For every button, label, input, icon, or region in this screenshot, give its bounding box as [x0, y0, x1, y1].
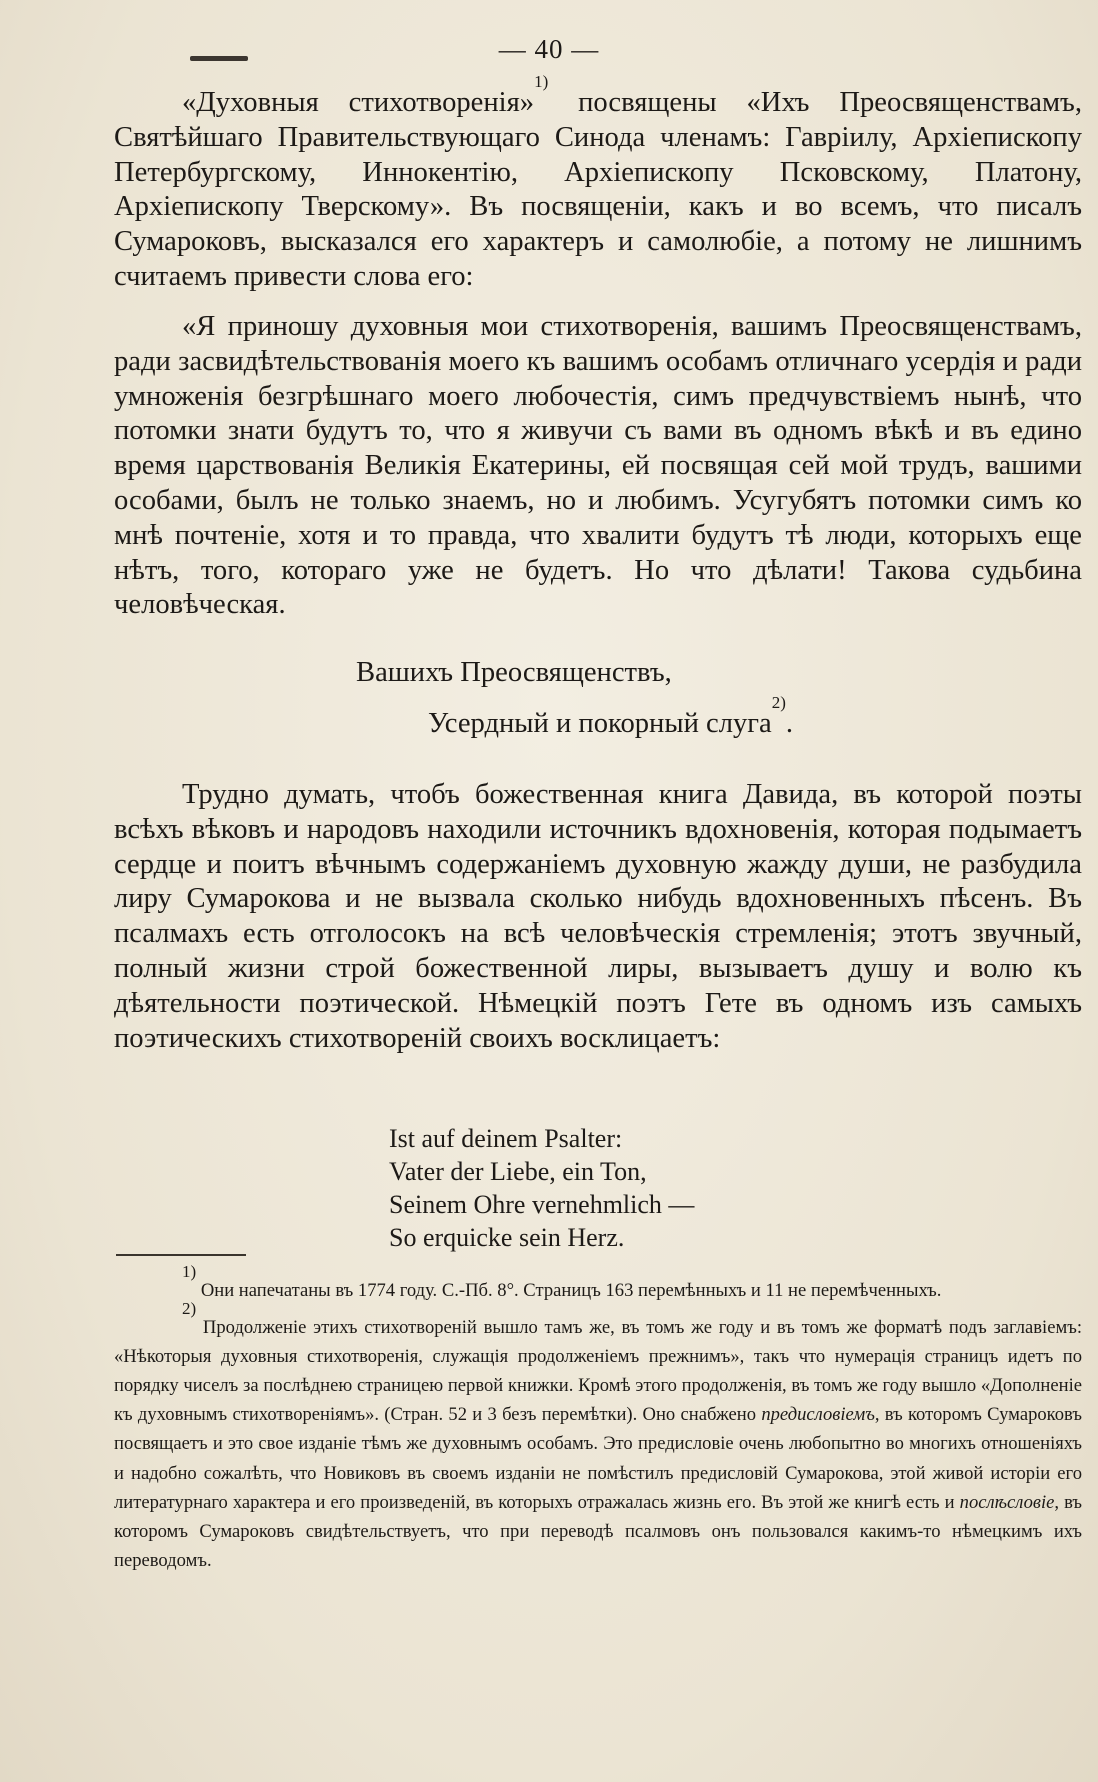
closing-salutation: Вашихъ Преосвященствъ, — [356, 657, 672, 688]
paragraph-dedication-intro — [114, 72, 1082, 295]
footnotes — [114, 1262, 1083, 1575]
paragraph-dedication-quote — [114, 310, 1082, 623]
footnote-2-italic-preface: предисловiемъ — [761, 1404, 875, 1426]
paragraph-2: «Я приношу духовныя мои стихотворенія, вашимъ Преосвященствамъ, ради засвидѣтельствованія моего къ вашимъ особамъ отличнаго усердія и ради умноженія безгрѣшнаго моего любочестія, симъ предчувствiемъ нынѣ, что потомки знати будутъ то, что я живучи съ вами въ одномъ вѣкѣ и въ едино время царствованія Великія Екатерины, ей посвящая сей мой трудъ, вашими особами, былъ не только знаемъ, но и любимъ. Усугубятъ потомки симъ ко мнѣ почтеніе, хотя и то правда, что хвалити будутъ тѣ люди, которыхъ еще нѣтъ, того, котораго уже не будетъ. Но что дѣлати! Такова судьбина человѣческая. — [114, 311, 1082, 621]
footnote-2-text-c: , въ которомъ Сумароковъ свидѣтельствуетъ, что при переводѣ псалмовъ онъ пользовался какимъ-то нѣмецкимъ ихъ переводомъ. — [114, 1491, 1083, 1571]
footnote-1 — [114, 1262, 1082, 1305]
poem-line: Vater der Liebe, ein Ton, — [389, 1157, 647, 1186]
poem-line: So erquicke sein Herz. — [389, 1223, 625, 1252]
footnote-2-mark: 2) — [182, 1299, 197, 1319]
footnote-1-text: Они напечатаны въ 1774 году. С.-Пб. 8°. Страницъ 163 перемѣнныхъ и 11 не перемѣченныхъ. — [196, 1280, 942, 1301]
signature-text: Усердный и покорный слуга — [428, 708, 772, 739]
footnote-1-mark: 1) — [182, 1262, 197, 1281]
paragraph-psalms — [114, 778, 1082, 1056]
footnote-2-text-b: , въ которомъ Сумароковъ посвящаетъ и это свое изданіе тѣмъ же духовнымъ особамъ. Это предисловіе очень любопытно во многихъ отношеніяхъ и надобно сожалѣть, что Новиковъ въ своемъ изданіи не помѣстилъ предисловій Сумарокова, этой живой исторіи его литературнаго характера и его произведеній, въ которыхъ отражалась жизнь его. Въ этой же книгѣ есть и — [114, 1404, 1082, 1513]
poem-line: Ist auf deinem Psalter: — [389, 1124, 623, 1153]
paragraph-1-text: посвящены «Ихъ Преосвященствамъ, Святѣйшаго Правительствующаго Синода членамъ: Гаврiилу, Архiепископу Петербургскому, Иннокентiю, Архiепископу Псковскому, Платону, Архiепископу Тверскому». Въ посвященiи, какъ и во всемъ, что писалъ Сумароковъ, высказался его характеръ и самолюбiе, а потому не лишнимъ считаемъ привести слова его: — [114, 87, 1082, 292]
poem-line: Seinem Ohre vernehmlich — — [389, 1190, 695, 1219]
goethe-poem-quote — [389, 1122, 694, 1254]
footnote-ref-2[interactable]: 2) — [771, 693, 786, 712]
paragraph-1 — [114, 72, 1082, 295]
footnote-2-italic-afterword: послѣсловiе — [959, 1491, 1055, 1513]
signature-end: . — [785, 708, 794, 739]
footnote-divider — [116, 1254, 246, 1256]
paragraph-3: Трудно думать, чтобъ божественная книга Давида, въ которой поэты всѣхъ вѣковъ и народовъ находили источникъ вдохновенія, которая подымаетъ сердце и поитъ вѣчнымъ содержанiемъ духовную жажду души, не разбудила лиру Сумарокова и не вызвала сколько нибудь вдохновенныхъ пѣсенъ. Въ псалмахъ есть отголосокъ на всѣ человѣческія стремленія; этотъ звучный, полный жизни строй божественной лиры, вызываетъ душу и волю къ дѣятельности поэтической. Нѣмецкій поэтъ Гете въ одномъ изъ самыхъ поэтическихъ стихотвореній своихъ восклицаетъ: — [114, 779, 1082, 1054]
footnote-ref-1[interactable]: 1) — [534, 72, 549, 91]
footnote-2 — [114, 1299, 1083, 1575]
paragraph-1-title: «Духовныя стихотворенія» — [182, 87, 535, 118]
closing-signature — [428, 693, 794, 742]
page-number: — 40 — — [498, 34, 600, 64]
footnote-2-text-a: Продолженіе этихъ стихотвореній вышло тамъ же, въ томъ же году и въ томъ же форматѣ подъ заглавiемъ: «Нѣкоторыя духовныя стихотворенія, служащія продолженiемъ прежнимъ», такъ что нумерація страницъ идетъ по порядку чиселъ за послѣднею страницею первой книжки. Кромѣ этого продолженія, въ томъ же году вышло «Дополненіе къ духовнымъ стихотвореніямъ». (Стран. 52 и 3 безъ перемѣтки). Оно снабжено — [114, 1317, 1082, 1426]
